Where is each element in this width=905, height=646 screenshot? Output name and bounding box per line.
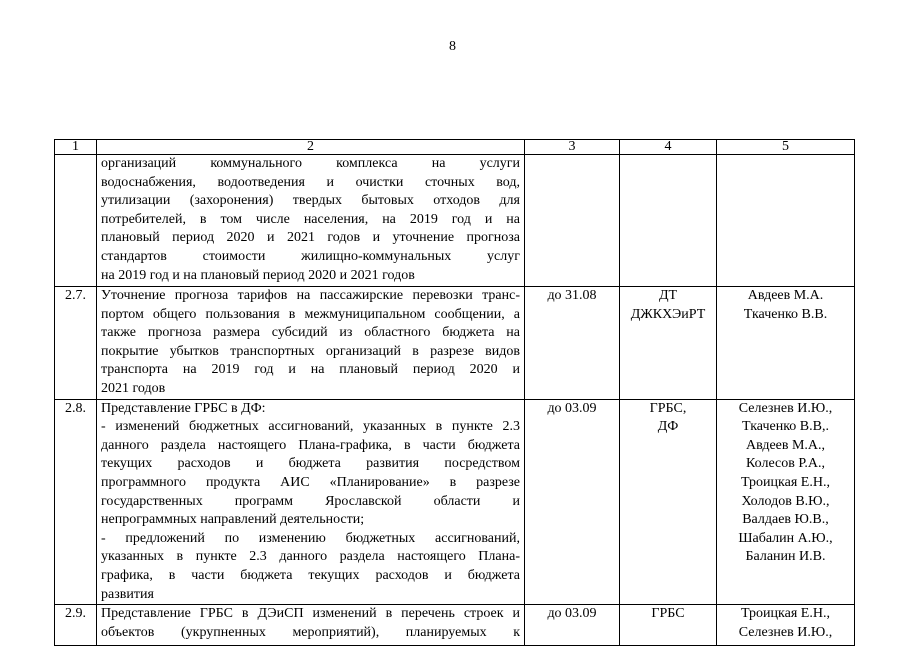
text-line: 2021 годов [101, 380, 166, 396]
responsible-person: Троицкая Е.Н., [741, 474, 830, 490]
text-line: государственных программ Ярославской области и [101, 493, 520, 509]
deadline: до 03.09 [525, 605, 620, 646]
executor-cell [620, 605, 717, 646]
responsible-cell [717, 399, 855, 605]
column-header-2: 2 [97, 140, 525, 155]
column-header-4: 4 [620, 140, 717, 155]
responsible-person: Авдеев М.А., [745, 437, 826, 453]
table-row [55, 399, 855, 605]
table-row-continuation [55, 155, 855, 287]
executor-cell [620, 155, 717, 287]
text-line: плановый период 2020 и 2021 годов и уточнение прогноза [101, 230, 520, 246]
text-line: Представление ГРБС в ДФ: [101, 400, 266, 416]
responsible-person: Авдеев М.А. [747, 288, 824, 303]
deadline: до 31.08 [525, 287, 620, 400]
table-row [55, 605, 855, 646]
responsible-person: Селезнев И.Ю., [738, 400, 833, 416]
text-line: на 2019 год и на плановый период 2020 и 2021 годов [101, 267, 415, 283]
text-line: объектов (укрупненных мероприятий), планируемых к [101, 624, 520, 640]
row-number: 2.9. [55, 605, 97, 646]
executor: ГРБС, [649, 400, 687, 416]
text-line: также прогноза размера субсидий из областного бюджета на [101, 325, 520, 341]
responsible-person: Ткаченко В.В. [743, 306, 828, 322]
task-description [97, 399, 525, 605]
text-line: графика, в части бюджета текущих расходов и бюджета [101, 567, 520, 583]
deadline: до 03.09 [525, 399, 620, 605]
row-number: 2.7. [55, 287, 97, 400]
responsible-person: Ткаченко В.В,. [742, 419, 829, 435]
table-header-row [55, 140, 855, 155]
executor: ДФ [657, 419, 679, 435]
responsible-cell [717, 287, 855, 400]
text-line: организаций коммунального комплекса на услуги [101, 156, 520, 171]
responsible-cell [717, 155, 855, 287]
text-line: покрытие убытков транспортных организаций в разрезе видов [101, 343, 520, 359]
deadline-cell [525, 155, 620, 287]
task-description [97, 287, 525, 400]
schedule-table [54, 139, 855, 646]
responsible-person: Холодов В.Ю., [741, 493, 830, 509]
column-header-1: 1 [55, 140, 97, 155]
text-line: программного продукта АИС «Планирование» в разрезе [101, 474, 520, 490]
executor: ДТ [658, 288, 678, 303]
text-line: Представление ГРБС в ДЭиСП изменений в перечень строек и [101, 606, 520, 622]
text-line: данного раздела настоящего Плана-графика, в части бюджета [101, 437, 520, 453]
page-number: 8 [449, 39, 456, 54]
responsible-cell [717, 605, 855, 646]
text-line: стандартов стоимости жилищно-коммунальных услуг [101, 248, 520, 264]
row-number: 2.8. [55, 399, 97, 605]
executor: ГРБС [651, 606, 685, 622]
text-line: водоснабжения, водоотведения и очистки сточных вод, [101, 174, 520, 190]
text-line: текущих расходов и бюджета развития посредством [101, 456, 520, 472]
table-row [55, 287, 855, 400]
text-line: развития [101, 586, 154, 602]
text-line: - изменений бюджетных ассигнований, указанных в пункте 2.3 [101, 419, 520, 435]
text-line: утилизации (захоронения) твердых бытовых отходов для [101, 193, 520, 209]
responsible-person: Селезнев И.Ю., [738, 624, 833, 640]
text-line: портом общего пользования в межмуниципальном сообщении, а [101, 306, 520, 322]
responsible-person: Шабалин А.Ю., [738, 530, 833, 546]
text-line: - предложений по изменению бюджетных ассигнований, [101, 530, 520, 546]
text-line: указанных в пункте 2.3 данного раздела настоящего Плана- [101, 549, 520, 565]
responsible-person: Троицкая Е.Н., [741, 606, 830, 622]
text-line: потребителей, в том числе населения, на 2019 год и на [101, 211, 520, 227]
executor: ДЖКХЭиРТ [630, 306, 706, 322]
column-header-5: 5 [717, 140, 855, 155]
column-header-3: 3 [525, 140, 620, 155]
executor-cell [620, 287, 717, 400]
responsible-person: Баланин И.В. [745, 549, 826, 565]
text-line: Уточнение прогноза тарифов на пассажирские перевозки транс- [101, 288, 520, 303]
text-line: транспорта на 2019 год и на плановый период 2020 и [101, 362, 520, 378]
text-line: непрограммных направлений деятельности; [101, 512, 365, 528]
responsible-person: Валдаев Ю.В., [742, 512, 829, 528]
task-description [97, 605, 525, 646]
task-description [97, 155, 525, 287]
row-number-cell [55, 155, 97, 287]
responsible-person: Колесов Р.А., [746, 456, 825, 472]
executor-cell [620, 399, 717, 605]
